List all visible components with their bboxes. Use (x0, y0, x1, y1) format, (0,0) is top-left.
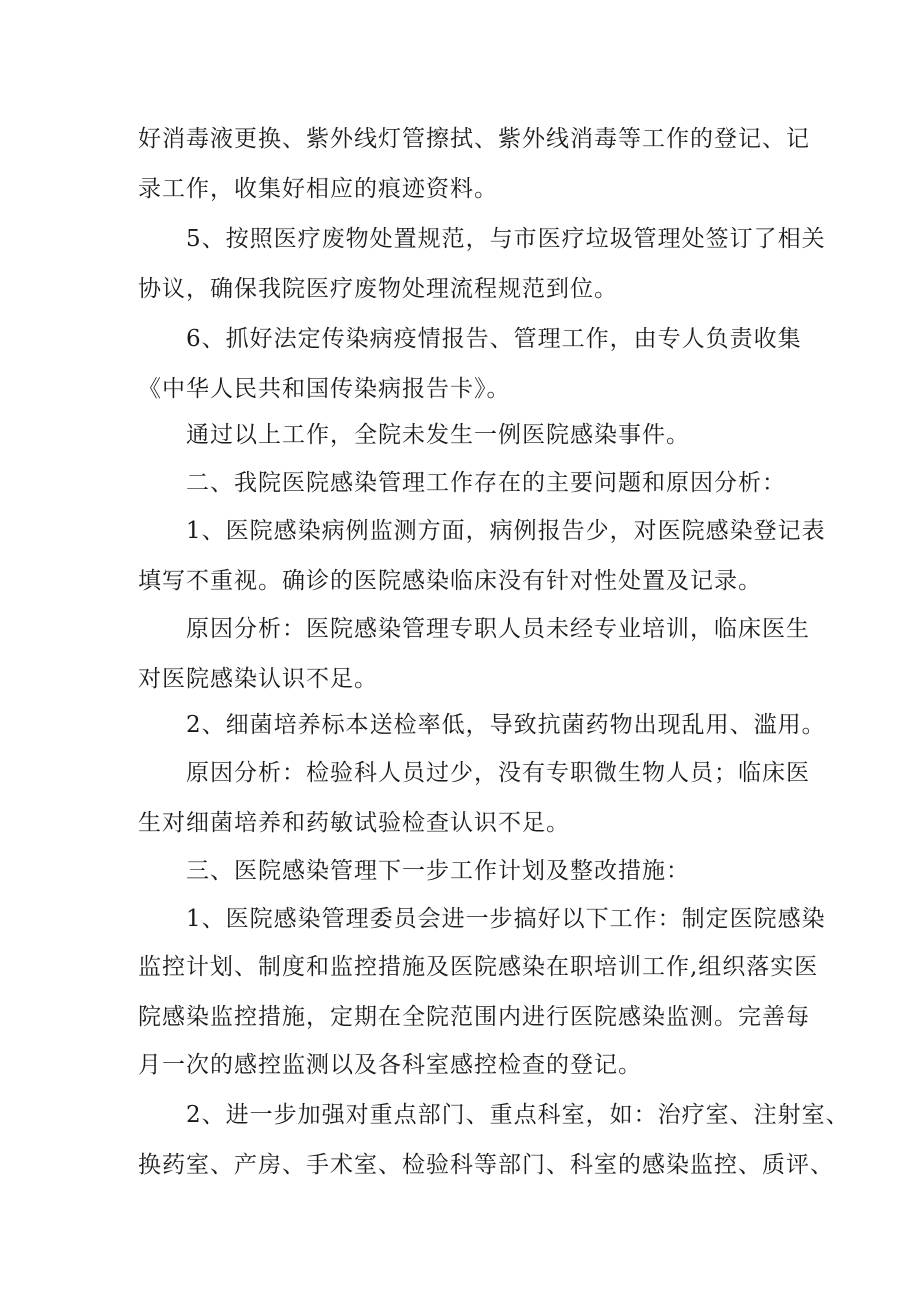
text-line: 换药室、产房、手术室、检验科等部门、科室的感染监控、质评、 (138, 1152, 834, 1178)
text-line: 2、细菌培养标本送检率低，导致抗菌药物出现乱用、滥用。 (186, 712, 826, 738)
text-line: 原因分析：检验科人员过少，没有专职微生物人员；临床医 (186, 760, 810, 786)
text-line: 2、进一步加强对重点部门、重点科室，如：治疗室、注射室、 (186, 1102, 850, 1128)
text-line: 填写不重视。确诊的医院感染临床没有针对性处置及记录。 (138, 568, 762, 594)
text-line: 1、医院感染病例监测方面，病例报告少，对医院感染登记表 (186, 518, 826, 544)
text-line: 1、医院感染管理委员会进一步搞好以下工作：制定医院感染 (186, 906, 826, 932)
text-line: 月一次的感控监测以及各科室感控检查的登记。 (138, 1052, 642, 1078)
text-line: 院感染监控措施，定期在全院范围内进行医院感染监测。完善每 (138, 1004, 810, 1030)
text-line: 通过以上工作，全院未发生一例医院感染事件。 (186, 422, 690, 448)
section-heading: 三、医院感染管理下一步工作计划及整改措施： (186, 858, 690, 884)
text-line: 好消毒液更换、紫外线灯管擦拭、紫外线消毒等工作的登记、记 (138, 126, 810, 152)
text-line: 《中华人民共和国传染病报告卡》。 (138, 376, 511, 402)
text-line: 监控计划、制度和监控措施及医院感染在职培训工作,组织落实医 (138, 954, 819, 980)
text-line: 协议，确保我院医疗废物处理流程规范到位。 (138, 276, 618, 302)
section-heading: 二、我院医院感染管理工作存在的主要问题和原因分析： (186, 470, 786, 496)
text-line: 5、按照医疗废物处置规范，与市医疗垃圾管理处签订了相关 (186, 226, 826, 252)
text-line: 对医院感染认识不足。 (138, 666, 378, 692)
text-line: 原因分析：医院感染管理专职人员未经专业培训，临床医生 (186, 616, 810, 642)
text-line: 6、抓好法定传染病疫情报告、管理工作，由专人负责收集 (186, 326, 802, 352)
text-line: 录工作，收集好相应的痕迹资料。 (138, 176, 498, 202)
text-line: 生对细菌培养和药敏试验检查认识不足。 (138, 810, 570, 836)
